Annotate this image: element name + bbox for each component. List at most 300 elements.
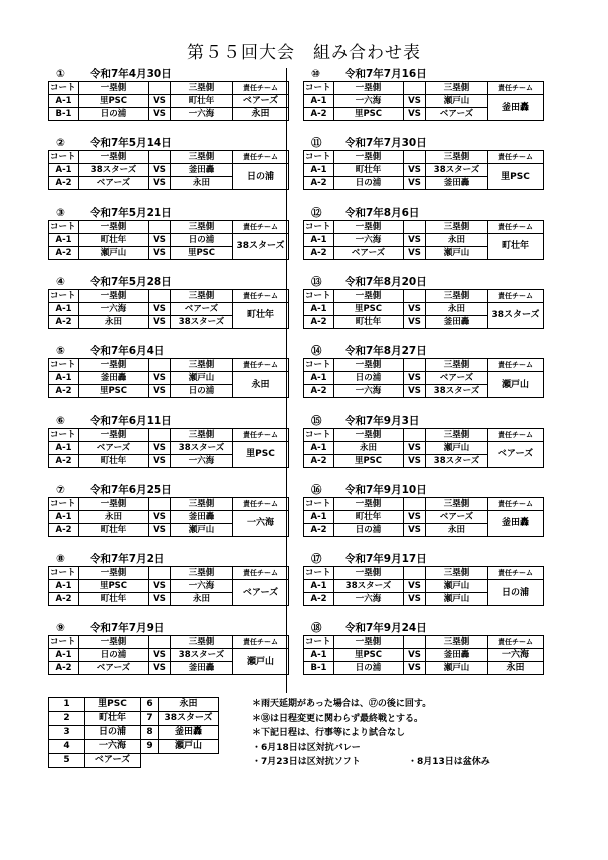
away-team: 38スターズ: [171, 315, 233, 328]
round-4: [48, 275, 288, 329]
header-side3: 三塁側: [426, 567, 488, 580]
home-team: 里PSC: [334, 454, 404, 467]
round-header: [303, 414, 543, 428]
table-row: [49, 580, 289, 593]
round-header: [303, 344, 543, 358]
page-title: 第５５回大会 組み合わせ表: [187, 43, 421, 63]
legend-team: 町壮年: [85, 712, 141, 726]
legend-row: [49, 740, 219, 754]
vs-label: VS: [149, 233, 171, 246]
round-date: 令和7年9月17日: [345, 553, 427, 566]
court-cell: A-2: [49, 523, 79, 536]
header-side3: 三塁側: [426, 289, 488, 302]
header-side1: 一塁側: [79, 220, 149, 233]
round-header: [303, 136, 543, 150]
header-court: コート: [49, 428, 79, 441]
vs-label: VS: [149, 385, 171, 398]
vs-label: VS: [404, 662, 426, 675]
table-row: [304, 580, 544, 593]
header-side3: 三塁側: [171, 428, 233, 441]
table-header-row: [49, 289, 289, 302]
round-13: [303, 275, 543, 329]
court-cell: A-2: [49, 454, 79, 467]
vs-label: VS: [149, 593, 171, 606]
away-team: 永田: [171, 593, 233, 606]
legend-row: [49, 754, 219, 768]
responsible-team: 瀬戸山: [488, 372, 544, 398]
header-side3: 三塁側: [171, 220, 233, 233]
match-table: [303, 289, 544, 329]
round-3: [48, 206, 288, 260]
round-11: [303, 136, 543, 190]
header-responsible: 責任チーム: [488, 497, 544, 510]
legend-team: 日の浦: [85, 726, 141, 740]
legend-number: 2: [49, 712, 85, 726]
vs-label: VS: [149, 649, 171, 662]
vs-label: VS: [149, 108, 171, 121]
vs-label: VS: [404, 372, 426, 385]
round-date: 令和7年8月20日: [345, 275, 427, 288]
court-cell: A-1: [304, 441, 334, 454]
responsible-team: 永田: [233, 372, 289, 398]
table-row: [304, 372, 544, 385]
header-responsible: 責任チーム: [488, 359, 544, 372]
round-number: ⑪: [311, 137, 322, 150]
away-team: 釜田轟: [426, 649, 488, 662]
table-header-row: [304, 220, 544, 233]
responsible-team: 里PSC: [233, 441, 289, 467]
header-side1: 一塁側: [334, 82, 404, 95]
responsible-team: 釜田轟: [488, 95, 544, 121]
vs-label: VS: [149, 662, 171, 675]
table-header-row: [49, 82, 289, 95]
legend-number: 1: [49, 698, 85, 712]
header-responsible: 責任チーム: [233, 82, 289, 95]
header-side1: 一塁側: [334, 359, 404, 372]
vs-label: VS: [404, 441, 426, 454]
away-team: 瀬戸山: [426, 95, 488, 108]
round-number: ⑯: [311, 483, 322, 496]
responsible-team: ベアーズ: [488, 441, 544, 467]
header-responsible: 責任チーム: [233, 359, 289, 372]
round-date: 令和7年9月10日: [345, 483, 427, 496]
match-table: [48, 635, 289, 675]
header-responsible: 責任チーム: [488, 220, 544, 233]
away-team: 38スターズ: [171, 441, 233, 454]
match-table: [48, 497, 289, 537]
match-table: [48, 358, 289, 398]
vs-label: VS: [404, 593, 426, 606]
table-header-row: [49, 220, 289, 233]
vs-label: VS: [149, 302, 171, 315]
round-header: [48, 414, 288, 428]
court-cell: A-1: [49, 164, 79, 177]
header-side1: 一塁側: [79, 359, 149, 372]
legend-number: 5: [49, 754, 85, 768]
header-side1: 一塁側: [79, 567, 149, 580]
legend-row: [49, 698, 219, 712]
round-header: [303, 67, 543, 81]
table-header-row: [49, 636, 289, 649]
responsible-team: 38スターズ: [233, 233, 289, 259]
responsible-team: 一六海: [233, 510, 289, 536]
legend-team: 38スターズ: [159, 712, 219, 726]
round-number: ③: [56, 206, 65, 219]
responsible-team: 町壮年: [233, 302, 289, 328]
round-number: ⑱: [311, 622, 322, 635]
home-team: 里PSC: [334, 302, 404, 315]
header-side1: 一塁側: [79, 151, 149, 164]
round-header: [48, 344, 288, 358]
round-header: [48, 275, 288, 289]
header-court: コート: [49, 497, 79, 510]
vs-label: VS: [404, 177, 426, 190]
header-side3: 三塁側: [171, 82, 233, 95]
vs-label: VS: [404, 95, 426, 108]
table-row: [49, 441, 289, 454]
header-side3: 三塁側: [426, 636, 488, 649]
home-team: 日の浦: [334, 177, 404, 190]
table-row: [49, 95, 289, 108]
court-cell: A-1: [304, 164, 334, 177]
round-number: ⑫: [311, 206, 322, 219]
court-cell: A-2: [49, 593, 79, 606]
table-header-row: [304, 289, 544, 302]
header-court: コート: [49, 82, 79, 95]
away-team: 釜田轟: [171, 510, 233, 523]
home-team: 一六海: [79, 302, 149, 315]
vs-label: VS: [404, 385, 426, 398]
round-header: [303, 206, 543, 220]
round-15: [303, 414, 543, 468]
home-team: ベアーズ: [79, 177, 149, 190]
round-header: [303, 275, 543, 289]
away-team: ベアーズ: [426, 108, 488, 121]
away-team: 永田: [171, 177, 233, 190]
round-number: ④: [56, 275, 65, 288]
match-table: [303, 220, 544, 260]
legend-team: 瀬戸山: [159, 740, 219, 754]
round-date: 令和7年7月2日: [90, 553, 165, 566]
legend-team: 釜田轟: [159, 726, 219, 740]
header-court: コート: [304, 220, 334, 233]
court-cell: B-1: [49, 108, 79, 121]
note-line: ＊⑱は日程変更に関わらず最終戦とする。: [252, 713, 424, 724]
home-team: 里PSC: [79, 95, 149, 108]
round-number: ⑰: [311, 553, 322, 566]
header-court: コート: [304, 497, 334, 510]
vs-label: VS: [149, 164, 171, 177]
header-responsible: 責任チーム: [488, 567, 544, 580]
header-side3: 三塁側: [171, 151, 233, 164]
vs-label: VS: [404, 580, 426, 593]
vs-label: VS: [149, 523, 171, 536]
legend-team: 永田: [159, 698, 219, 712]
court-cell: A-1: [49, 233, 79, 246]
header-side1: 一塁側: [334, 567, 404, 580]
match-table: [303, 81, 544, 121]
round-header: [48, 206, 288, 220]
legend-number: 4: [49, 740, 85, 754]
header-responsible: 責任チーム: [233, 151, 289, 164]
court-cell: A-2: [304, 246, 334, 259]
header-side3: 三塁側: [171, 636, 233, 649]
round-number: ⑨: [56, 622, 65, 635]
vs-label: VS: [404, 164, 426, 177]
responsible-team: 永田: [488, 662, 544, 675]
round-header: [303, 552, 543, 566]
round-date: 令和7年9月24日: [345, 622, 427, 635]
home-team: 里PSC: [334, 108, 404, 121]
away-team: 永田: [426, 523, 488, 536]
home-team: 町壮年: [79, 523, 149, 536]
round-date: 令和7年6月4日: [90, 345, 165, 358]
round-number: ⑦: [56, 483, 65, 496]
vs-label: VS: [404, 510, 426, 523]
away-team: 38スターズ: [426, 385, 488, 398]
header-side1: 一塁側: [79, 636, 149, 649]
header-side3: 三塁側: [426, 359, 488, 372]
away-team: ベアーズ: [426, 510, 488, 523]
away-team: 瀬戸山: [426, 246, 488, 259]
legend-row: [49, 712, 219, 726]
header-side1: 一塁側: [334, 151, 404, 164]
round-header: [303, 621, 543, 635]
round-date: 令和7年5月28日: [90, 275, 172, 288]
away-team: 一六海: [171, 108, 233, 121]
away-team: 38スターズ: [426, 164, 488, 177]
team-legend-table: [48, 697, 219, 768]
vs-label: VS: [149, 246, 171, 259]
round-6: [48, 414, 288, 468]
header-side3: 三塁側: [426, 82, 488, 95]
vs-label: VS: [404, 233, 426, 246]
away-team: 里PSC: [171, 246, 233, 259]
round-number: ⑬: [311, 275, 322, 288]
vs-label: VS: [404, 523, 426, 536]
away-team: 一六海: [171, 580, 233, 593]
table-row: [304, 441, 544, 454]
table-row: [49, 108, 289, 121]
table-row: [304, 233, 544, 246]
round-date: 令和7年8月27日: [345, 345, 427, 358]
team-legend: [48, 697, 219, 768]
round-number: ⑭: [311, 345, 322, 358]
responsible-team: 釜田轟: [488, 510, 544, 536]
note-extra: ・8月13日は盆休み: [408, 757, 490, 767]
responsible-team: 日の浦: [233, 164, 289, 190]
table-header-row: [304, 567, 544, 580]
home-team: 永田: [79, 315, 149, 328]
court-cell: A-1: [304, 649, 334, 662]
court-cell: A-2: [49, 315, 79, 328]
home-team: 釜田轟: [79, 372, 149, 385]
table-row: [49, 510, 289, 523]
round-16: [303, 483, 543, 537]
header-responsible: 責任チーム: [233, 636, 289, 649]
away-team: 永田: [426, 302, 488, 315]
table-row: [304, 662, 544, 675]
responsible-team: 瀬戸山: [233, 649, 289, 675]
round-9: [48, 621, 288, 675]
home-team: ベアーズ: [334, 246, 404, 259]
away-team: ベアーズ: [426, 372, 488, 385]
round-18: [303, 621, 543, 675]
court-cell: A-1: [49, 372, 79, 385]
table-row: [49, 164, 289, 177]
table-row: [304, 510, 544, 523]
match-table: [48, 428, 289, 468]
home-team: 一六海: [334, 593, 404, 606]
away-team: 38スターズ: [426, 454, 488, 467]
home-team: 38スターズ: [79, 164, 149, 177]
round-number: ⑤: [56, 345, 65, 358]
header-court: コート: [304, 151, 334, 164]
home-team: 日の浦: [79, 649, 149, 662]
home-team: 町壮年: [79, 233, 149, 246]
home-team: 永田: [334, 441, 404, 454]
away-team: 瀬戸山: [171, 523, 233, 536]
responsible-team: 日の浦: [488, 580, 544, 606]
table-row: [304, 302, 544, 315]
round-date: 令和7年7月30日: [345, 137, 427, 150]
header-court: コート: [304, 82, 334, 95]
away-team: 瀬戸山: [426, 580, 488, 593]
home-team: 一六海: [334, 233, 404, 246]
away-team: 瀬戸山: [426, 593, 488, 606]
match-table: [303, 358, 544, 398]
away-team: 釜田轟: [171, 164, 233, 177]
away-team: 瀬戸山: [426, 662, 488, 675]
header-side1: 一塁側: [334, 289, 404, 302]
home-team: 一六海: [334, 95, 404, 108]
note-line: ＊雨天延期があった場合は、⑰の後に回す。: [252, 699, 432, 709]
responsible-team: ベアーズ: [233, 580, 289, 606]
header-side1: 一塁側: [79, 497, 149, 510]
round-header: [48, 621, 288, 635]
table-header-row: [49, 428, 289, 441]
legend-empty: [141, 754, 219, 768]
court-cell: A-1: [304, 302, 334, 315]
home-team: 町壮年: [79, 454, 149, 467]
round-number: ②: [56, 137, 65, 150]
header-court: コート: [49, 636, 79, 649]
vs-label: VS: [149, 580, 171, 593]
vs-label: VS: [404, 649, 426, 662]
away-team: 38スターズ: [171, 649, 233, 662]
header-court: コート: [304, 289, 334, 302]
responsible-team: 里PSC: [488, 164, 544, 190]
round-date: 令和7年6月25日: [90, 483, 172, 496]
vs-label: VS: [149, 441, 171, 454]
home-team: 瀬戸山: [79, 246, 149, 259]
round-10: [303, 67, 543, 121]
court-cell: A-2: [49, 246, 79, 259]
legend-number: 3: [49, 726, 85, 740]
round-header: [48, 483, 288, 497]
round-number: ⑧: [56, 553, 65, 566]
table-header-row: [49, 151, 289, 164]
table-row: [49, 372, 289, 385]
court-cell: A-1: [304, 95, 334, 108]
header-side3: 三塁側: [171, 359, 233, 372]
header-responsible: 責任チーム: [233, 497, 289, 510]
header-side3: 三塁側: [171, 497, 233, 510]
vs-label: VS: [149, 177, 171, 190]
header-side1: 一塁側: [79, 428, 149, 441]
header-responsible: 責任チーム: [233, 289, 289, 302]
header-side1: 一塁側: [334, 636, 404, 649]
responsible-team: 永田: [233, 108, 289, 121]
header-side3: 三塁側: [426, 497, 488, 510]
header-side3: 三塁側: [426, 220, 488, 233]
header-responsible: 責任チーム: [488, 636, 544, 649]
home-team: 町壮年: [334, 510, 404, 523]
court-cell: A-1: [304, 510, 334, 523]
court-cell: A-1: [304, 372, 334, 385]
note-line: ＊下記日程は、行事等により試合なし: [252, 728, 406, 738]
header-court: コート: [49, 567, 79, 580]
home-team: ベアーズ: [79, 662, 149, 675]
home-team: 38スターズ: [334, 580, 404, 593]
away-team: 釜田轟: [426, 315, 488, 328]
table-header-row: [304, 636, 544, 649]
header-court: コート: [49, 220, 79, 233]
legend-team: 一六海: [85, 740, 141, 754]
home-team: 日の浦: [334, 662, 404, 675]
table-header-row: [304, 151, 544, 164]
home-team: 一六海: [334, 385, 404, 398]
court-cell: A-1: [304, 233, 334, 246]
legend-number: 6: [141, 698, 159, 712]
header-court: コート: [304, 428, 334, 441]
header-court: コート: [49, 359, 79, 372]
home-team: 日の浦: [334, 523, 404, 536]
table-row: [49, 233, 289, 246]
vs-label: VS: [149, 454, 171, 467]
header-side3: 三塁側: [171, 289, 233, 302]
home-team: ベアーズ: [79, 441, 149, 454]
table-header-row: [304, 359, 544, 372]
round-header: [48, 552, 288, 566]
header-responsible: 責任チーム: [488, 82, 544, 95]
round-number: ⑮: [311, 414, 322, 427]
table-header-row: [49, 497, 289, 510]
home-team: 永田: [79, 510, 149, 523]
round-number: ⑥: [56, 414, 65, 427]
table-row: [304, 95, 544, 108]
header-responsible: 責任チーム: [233, 567, 289, 580]
header-court: コート: [304, 567, 334, 580]
court-cell: A-1: [49, 649, 79, 662]
table-header-row: [304, 428, 544, 441]
away-team: 釜田轟: [171, 662, 233, 675]
round-header: [48, 67, 288, 81]
round-date: 令和7年4月30日: [90, 68, 172, 80]
header-court: コート: [49, 289, 79, 302]
match-table: [303, 497, 544, 537]
court-cell: A-2: [49, 177, 79, 190]
round-17: [303, 552, 543, 606]
match-table: [303, 428, 544, 468]
note-line: ・6月18日は区対抗バレー: [252, 742, 361, 753]
vs-label: VS: [404, 315, 426, 328]
round-date: 令和7年5月21日: [90, 206, 172, 219]
table-header-row: [304, 82, 544, 95]
legend-team: 里PSC: [85, 698, 141, 712]
header-responsible: 責任チーム: [488, 428, 544, 441]
vs-label: VS: [404, 454, 426, 467]
